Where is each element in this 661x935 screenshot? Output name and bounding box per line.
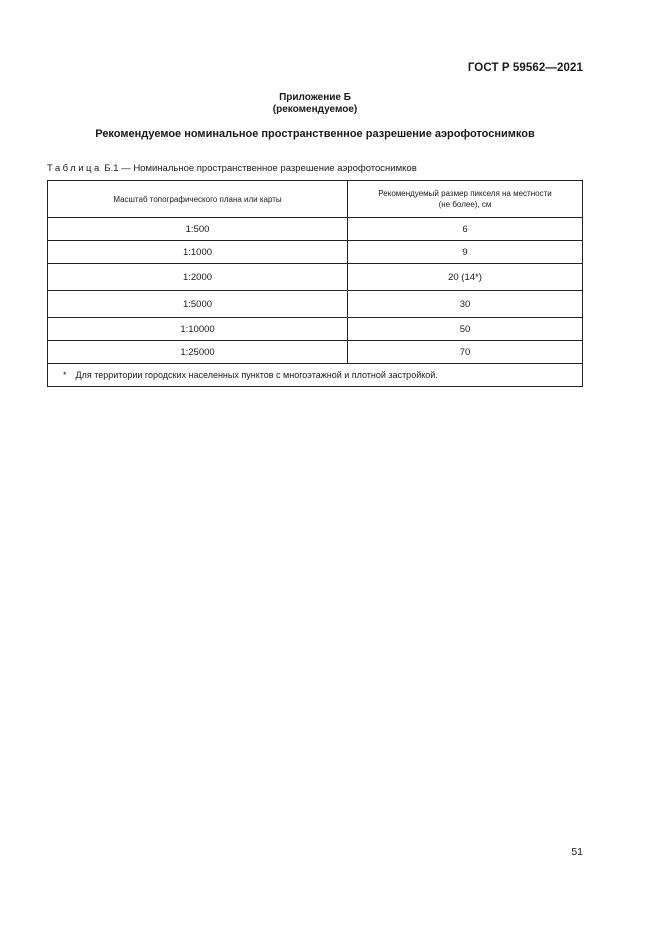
table-row <box>48 341 583 364</box>
standard-code: ГОСТ Р 59562—2021 <box>467 62 583 74</box>
column-header-pixel-line2: (не более), см <box>438 200 492 209</box>
appendix-heading <box>0 92 630 116</box>
appendix-status: (рекомендуемое) <box>272 104 358 115</box>
scale-cell: 1:25000 <box>48 341 348 364</box>
pixel-size-cell: 30 <box>348 291 583 318</box>
table-caption-prefix: Таблица <box>47 163 102 174</box>
table-footnote <box>48 364 583 387</box>
appendix-label: Приложение Б <box>279 92 351 103</box>
table-row <box>48 291 583 318</box>
table-row <box>48 318 583 341</box>
scale-cell: 1:5000 <box>48 291 348 318</box>
pixel-size-cell: 50 <box>348 318 583 341</box>
scale-cell: 1:2000 <box>48 264 348 291</box>
table-caption-text: Б.1 — Номинальное пространственное разрешение аэрофотоснимков <box>101 163 417 174</box>
table-header-row <box>48 181 583 218</box>
resolution-table <box>47 180 583 387</box>
pixel-size-cell: 6 <box>348 218 583 241</box>
table-row <box>48 218 583 241</box>
footnote-marker: * <box>63 370 67 380</box>
appendix-title: Рекомендуемое номинальное пространственное разрешение аэрофотоснимков <box>95 128 535 140</box>
pixel-size-cell: 20 (14*) <box>348 264 583 291</box>
column-header-scale: Масштаб топографического плана или карты <box>48 181 348 218</box>
page-number: 51 <box>571 846 583 858</box>
table-caption <box>47 163 417 174</box>
column-header-pixel-line1: Рекомендуемый размер пикселя на местности <box>378 189 552 198</box>
table-row <box>48 264 583 291</box>
pixel-size-cell: 9 <box>348 241 583 264</box>
footnote-text: Для территории городских населенных пунктов с многоэтажной и плотной застройкой. <box>75 370 438 380</box>
table-footnote-row <box>48 364 583 387</box>
column-header-pixel <box>348 181 583 218</box>
table-row <box>48 241 583 264</box>
scale-cell: 1:10000 <box>48 318 348 341</box>
scale-cell: 1:1000 <box>48 241 348 264</box>
scale-cell: 1:500 <box>48 218 348 241</box>
pixel-size-cell: 70 <box>348 341 583 364</box>
